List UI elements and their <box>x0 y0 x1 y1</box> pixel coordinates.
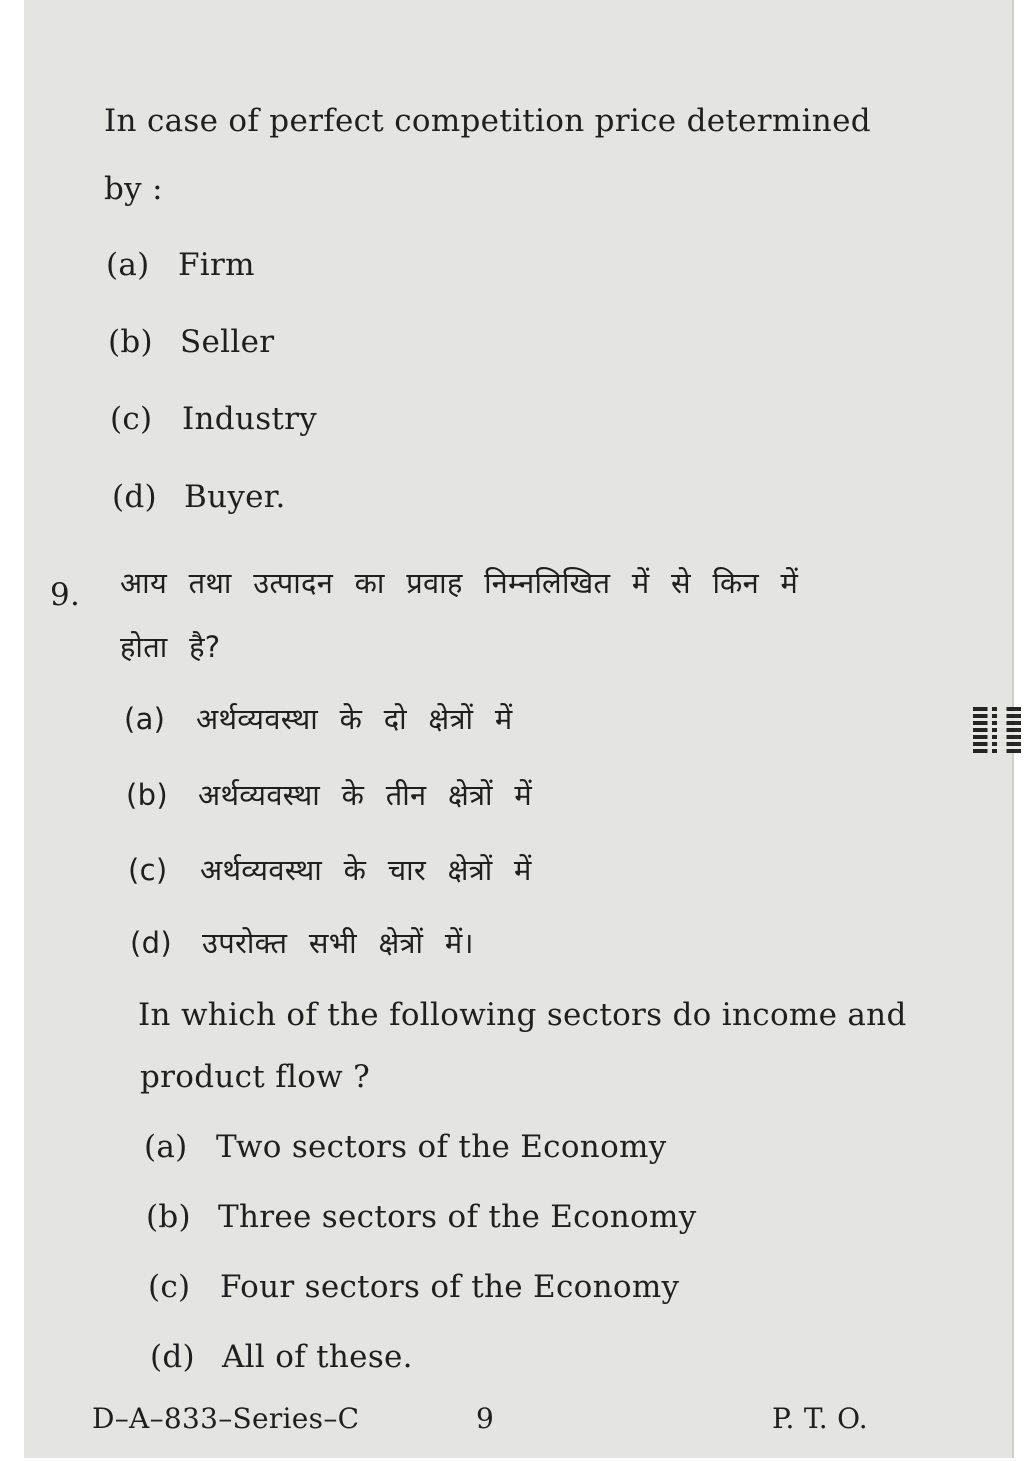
q8-option-a <box>106 248 255 282</box>
option-label: (a) <box>106 247 150 283</box>
option-label: (d) <box>112 479 157 515</box>
q9-english-option-c <box>148 1270 679 1304</box>
q9-hindi-option-b <box>126 780 532 812</box>
q9-english-option-a <box>144 1130 667 1164</box>
option-text: Three sectors of the Economy <box>218 1199 697 1235</box>
q9-hindi-line1: आय तथा उत्पादन का प्रवाह निम्नलिखित में से किन में <box>120 566 799 600</box>
pto-note: P. T. O. <box>772 1402 868 1435</box>
option-label: (c) <box>110 401 153 437</box>
option-label: (d) <box>130 926 172 960</box>
option-label: (a) <box>144 1129 188 1165</box>
q9-english-option-d <box>150 1340 413 1374</box>
q9-english-line1: In which of the following sectors do income and <box>138 997 907 1033</box>
option-text: Buyer. <box>184 479 286 515</box>
option-label: (b) <box>146 1199 191 1235</box>
q9-hindi-option-c <box>128 855 532 887</box>
option-text: Seller <box>180 324 275 360</box>
option-label: (b) <box>126 778 168 812</box>
option-label: (c) <box>148 1269 191 1305</box>
q9-number: 9. <box>50 577 81 613</box>
q8-option-c <box>110 402 317 436</box>
option-label: (b) <box>108 324 153 360</box>
q8-option-b <box>108 325 274 359</box>
q9-hindi-option-d <box>130 928 474 960</box>
option-text: All of these. <box>222 1339 413 1375</box>
option-label: (a) <box>124 702 166 736</box>
option-text: उपरोक्त सभी क्षेत्रों में। <box>202 926 474 960</box>
option-text: अर्थव्यवस्था के चार क्षेत्रों में <box>200 853 532 887</box>
option-text: Industry <box>182 401 318 437</box>
qr-code-icon <box>973 707 1021 753</box>
q9-english-option-b <box>146 1200 697 1234</box>
q9-english-line2: product flow ? <box>140 1059 371 1095</box>
q8-option-d <box>112 480 286 514</box>
paper-code: D–A–833–Series–C <box>92 1402 360 1435</box>
option-text: Two sectors of the Economy <box>216 1129 667 1165</box>
q9-hindi-option-a <box>124 704 513 736</box>
option-label: (c) <box>128 853 168 887</box>
option-label: (d) <box>150 1339 195 1375</box>
q8-stem-line1: In case of perfect competition price determined <box>104 103 871 139</box>
page-number: 9 <box>476 1402 495 1435</box>
option-text: Firm <box>178 247 255 283</box>
option-text: Four sectors of the Economy <box>220 1269 680 1305</box>
q8-stem-line2: by : <box>104 171 163 207</box>
q9-hindi-line2: होता है? <box>120 630 221 664</box>
option-text: अर्थव्यवस्था के दो क्षेत्रों में <box>196 702 513 736</box>
option-text: अर्थव्यवस्था के तीन क्षेत्रों में <box>198 778 533 812</box>
